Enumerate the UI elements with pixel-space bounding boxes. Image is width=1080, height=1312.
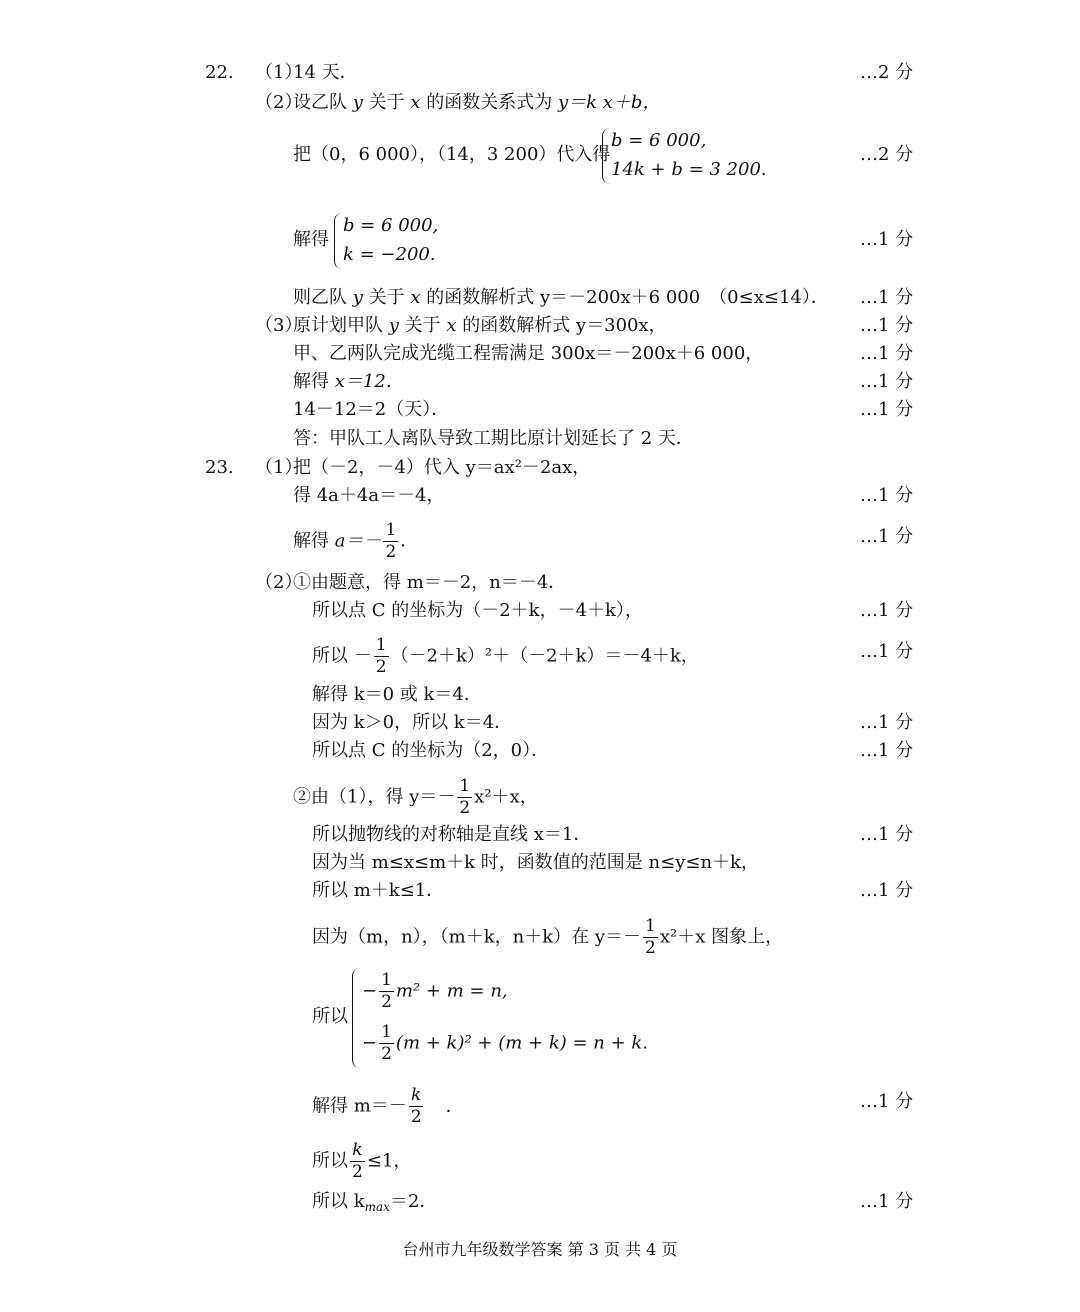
q23-system-label: 所以 (312, 1006, 348, 1027)
page-footer: 台州市九年级数学答案 第 3 页 共 4 页 (402, 1240, 678, 1259)
q22-part1-line (0, 58, 1080, 88)
q23-part2-line4 (0, 680, 1080, 710)
q23-part2-b7-score: …1 分 (860, 1091, 914, 1112)
q22-part1-label: （1） (255, 62, 303, 83)
q23-part2-b9: 所以 $k_{max}=2$． (312, 1191, 438, 1214)
q23-part2-b4-score: …1 分 (860, 880, 914, 901)
q23-part1-label: （1） (255, 457, 303, 478)
q23-part2-b4: 所以 m＋k≤1． (312, 880, 445, 901)
q23-part2-a3-score: …1 分 (860, 641, 914, 662)
q22-part2-setup: 设乙队 y 关于 x 的函数关系式为 y＝k x＋b， (293, 92, 661, 113)
q22-substitution-line (0, 140, 1080, 170)
system2-eq2: k = −200. (343, 244, 436, 265)
q23-part2-b2-score: …1 分 (860, 824, 914, 845)
q23-part2-b8: 所以 $\frac{k}{2}$ ≤1， (312, 1140, 412, 1182)
q23-part1-text2: 得 4a＋4a＝－4， (293, 485, 445, 506)
q23-part2-b3: 因为当 m≤x≤m＋k 时，函数值的范围是 n≤y≤n＋k， (312, 852, 759, 873)
q22-part3-line2 (0, 339, 1080, 369)
q23-part2-a6-score: …1 分 (860, 740, 914, 761)
system3-eq1: − $\frac{1}{2}$ m² + m = n, (362, 970, 508, 1012)
system-brace-3 (352, 968, 361, 1068)
q23-part2-a5-score: …1 分 (860, 712, 914, 733)
q22-part2-setup-line (0, 88, 1080, 118)
q22-result-score: …1 分 (860, 287, 914, 308)
system1-eq2: 14k + b = 3 200. (611, 159, 767, 180)
q22-part3-score2: …1 分 (860, 343, 914, 364)
q23-part2-a6: 所以点 C 的坐标为（2，0）． (312, 740, 550, 761)
q23-part2-line5 (0, 708, 1080, 738)
q23-part2-b9-score: …1 分 (860, 1191, 914, 1212)
q22-part3-label: （3） (255, 315, 303, 336)
q23-part2-b5: 因为（m，n），（m＋k，n＋k）在 y＝－ $\frac{1}{2}$ x²＋x 图象上， (312, 916, 784, 958)
q23-part1-line3 (0, 520, 1080, 562)
fraction-one-half: $\frac{1}{2}$ (645, 916, 656, 958)
q22-solve-text: 解得 (293, 229, 329, 250)
q22-part3-score4: …1 分 (860, 399, 914, 420)
q23-part1-score2: …1 分 (860, 485, 914, 506)
q22-part3-score1: …1 分 (860, 315, 914, 336)
q23-part2-line11 (0, 916, 1080, 958)
q22-part3-answer: 答：甲队工人离队导致工期比原计划延长了 2 天． (293, 428, 694, 449)
q22-part3-text4: 14－12＝2（天）． (293, 399, 450, 420)
q23-part2-line9 (0, 848, 1080, 878)
q22-part2-label: （2） (255, 92, 303, 113)
q23-part2-line6 (0, 736, 1080, 766)
q22-part3-line3 (0, 367, 1080, 397)
q23-part1-line2 (0, 481, 1080, 511)
q23-part2-line3 (0, 635, 1080, 677)
q23-part2-a1: ①由题意，得 m＝－2，n＝－4． (293, 572, 567, 593)
q23-part2-b2: 所以抛物线的对称轴是直线 x＝1． (312, 824, 592, 845)
q23-part1-line1 (0, 453, 1080, 483)
system1-eq1: b = 6 000, (611, 130, 707, 151)
q23-part2-a5: 因为 k＞0，所以 k＝4． (312, 712, 513, 733)
q23-part2-line13 (0, 1085, 1080, 1127)
q22-part1-answer: 14 天． (293, 62, 358, 83)
q23-part2-line1 (0, 568, 1080, 598)
fraction-one-half: $\frac{1}{2}$ (375, 635, 387, 677)
q23-part2-line14 (0, 1140, 1080, 1182)
q23-part2-label: （2） (255, 572, 303, 593)
q23-part2-line10 (0, 876, 1080, 906)
q22-part3-line1 (0, 311, 1080, 341)
q22-substitution-score: …2 分 (860, 144, 914, 165)
q22-result-line (0, 283, 1080, 313)
fraction-one-half: $\frac{1}{2}$ (385, 520, 397, 562)
q22-part3-line4 (0, 395, 1080, 425)
q22-solve-score: …1 分 (860, 229, 914, 250)
fraction-k-half: $\frac{k}{2}$ (410, 1085, 422, 1127)
q23-part2-a2-score: …1 分 (860, 600, 914, 621)
q23-part1-score3: …1 分 (860, 526, 914, 547)
q22-result-text: 则乙队 y 关于 x 的函数解析式 y＝－200x＋6 000 （0≤x≤14）． (293, 287, 829, 308)
q22-part3-score3: …1 分 (860, 371, 914, 392)
q23-part2-a3: 所以 － $\frac{1}{2}$ （－2＋k）²＋（－2＋k）＝－4＋k， (312, 635, 699, 677)
q23-part2-b1: ②由（1），得 y＝－ $\frac{1}{2}$ x²＋x， (293, 776, 538, 818)
q23-part2-line15 (0, 1187, 1080, 1217)
fraction-k-half: $\frac{k}{2}$ (352, 1140, 363, 1182)
system-brace-1 (602, 128, 610, 184)
q23-part1-text3: 解得 a＝－ $\frac{1}{2}$ ． (293, 520, 419, 562)
q22-part3-line5 (0, 424, 1080, 454)
q23-part2-a2: 所以点 C 的坐标为（－2＋k，－4＋k）， (312, 600, 643, 621)
q22-part3-text3: 解得 x＝12． (293, 371, 404, 392)
q23-part2-b7: 解得 m＝－ $\frac{k}{2}$ ． (312, 1085, 464, 1127)
q23-part2-line7 (0, 776, 1080, 818)
q22-substitution-text: 把（0，6 000），（14，3 200）代入得 (293, 144, 611, 165)
q23-part2-a4: 解得 k＝0 或 k＝4． (312, 684, 482, 705)
q22-part3-text2: 甲、乙两队完成光缆工程需满足 300x＝－200x＋6 000， (293, 343, 764, 364)
q23-part2-line8 (0, 820, 1080, 850)
system-brace-2 (334, 213, 342, 269)
q23-part2-line2 (0, 596, 1080, 626)
fraction-one-half: $\frac{1}{2}$ (459, 776, 471, 818)
q23-part1-text1: 把（－2，－4）代入 y＝ax²－2ax， (293, 457, 591, 478)
q22-part1-score: …2 分 (860, 62, 914, 83)
system2-eq1: b = 6 000, (343, 215, 439, 236)
q23-number: 23. (205, 457, 234, 478)
system3-eq2: − $\frac{1}{2}$ (m + k)² + (m + k) = n + k. (362, 1022, 649, 1064)
q22-part3-text1: 原计划甲队 y 关于 x 的函数解析式 y＝300x， (293, 315, 667, 336)
q22-number: 22. (205, 62, 234, 83)
q22-solve-line (0, 225, 1080, 255)
